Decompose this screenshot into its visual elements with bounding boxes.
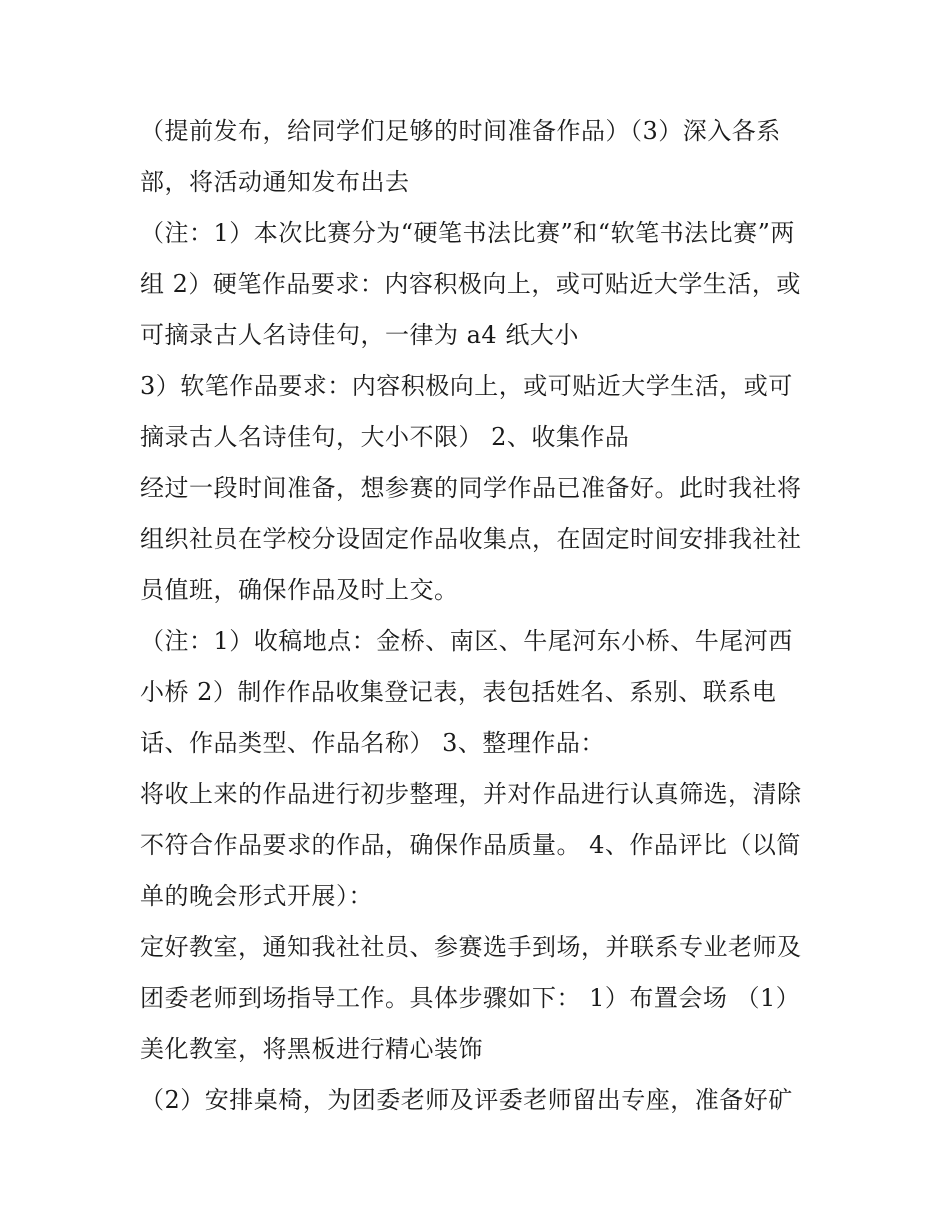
text-line: （注：1）收稿地点：金桥、南区、牛尾河东小桥、牛尾河西 <box>140 627 793 655</box>
text-line: 定好教室，通知我社社员、参赛选手到场，并联系专业老师及 <box>140 933 802 961</box>
text-line: 3）软笔作品要求：内容积极向上，或可贴近大学生活，或可 <box>140 372 793 400</box>
text-line: （注：1）本次比赛分为“硬笔书法比赛”和“软笔书法比赛”两 <box>140 219 795 247</box>
text-line: 话、作品类型、作品名称） 3、整理作品： <box>140 729 605 757</box>
document-body <box>140 106 820 1126</box>
text-line: 摘录古人名诗佳句，大小不限） 2、收集作品 <box>140 423 630 451</box>
text-line: （提前发布，给同学们足够的时间准备作品）（3）深入各系 <box>140 117 781 145</box>
text-line: 组织社员在学校分设固定作品收集点，在固定时间安排我社社 <box>140 525 802 553</box>
text-line: 部，将活动通知发布出去 <box>140 168 410 196</box>
text-line: 小桥 2）制作作品收集登记表，表包括姓名、系别、联系电 <box>140 678 777 706</box>
text-line: 可摘录古人名诗佳句，一律为 a4 纸大小 <box>140 321 579 349</box>
text-line: 将收上来的作品进行初步整理，并对作品进行认真筛选，清除 <box>140 780 802 808</box>
text-line: 团委老师到场指导工作。具体步骤如下： 1）布置会场 （1） <box>140 984 801 1012</box>
text-line: 员值班，确保作品及时上交。 <box>140 576 459 604</box>
text-line: 单的晚会形式开展）： <box>140 882 373 910</box>
text-line: 美化教室，将黑板进行精心装饰 <box>140 1035 483 1063</box>
text-line: 组 2）硬笔作品要求：内容积极向上，或可贴近大学生活，或 <box>140 270 801 298</box>
text-line: （2）安排桌椅，为团委老师及评委老师留出专座，准备好矿 <box>140 1086 793 1114</box>
text-line: 不符合作品要求的作品，确保作品质量。 4、作品评比（以简 <box>140 831 801 859</box>
text-line: 经过一段时间准备，想参赛的同学作品已准备好。此时我社将 <box>140 474 802 502</box>
